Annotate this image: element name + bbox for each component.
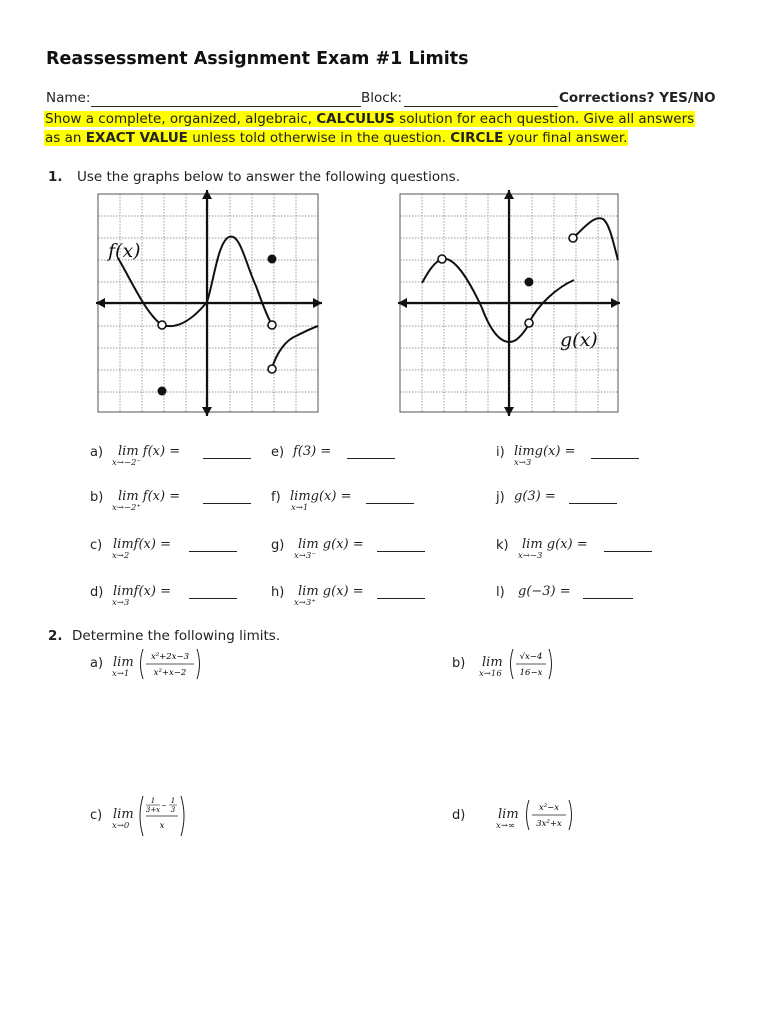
answer-blank[interactable] <box>203 446 251 459</box>
inner-numerator: 1 <box>170 797 176 805</box>
numerator: x²−x <box>538 803 560 813</box>
lim-function: g(x) = <box>310 489 352 504</box>
lim-subscript: x→3⁺ <box>294 598 316 608</box>
lim-text: lim <box>113 537 134 552</box>
answer-blank[interactable] <box>189 539 237 552</box>
part-label: b) <box>90 490 104 505</box>
fraction-2c <box>138 794 186 838</box>
part-label: j) <box>496 490 505 505</box>
question-number: 2. <box>48 628 63 644</box>
instr-text: solution for each question. Give all answers <box>394 111 695 127</box>
lim-function: f(x) = <box>133 584 171 599</box>
lim-subscript: x→∞ <box>496 821 515 831</box>
lim-text: lim <box>498 807 519 822</box>
lim-subscript: x→−2⁺ <box>112 503 141 513</box>
lim-subscript: x→0 <box>112 821 130 831</box>
lim-text: lim <box>118 489 139 504</box>
lim-subscript: x→2 <box>112 551 130 561</box>
part-label: c) <box>90 538 103 553</box>
inner-denominator: 3 <box>170 806 176 814</box>
lim-subscript: x→−3 <box>518 551 543 561</box>
lim-text: lim <box>118 444 139 459</box>
part-label: a) <box>90 656 104 671</box>
part-label: d) <box>452 808 466 823</box>
question-text: Determine the following limits. <box>72 628 281 644</box>
instr-text: Show a complete, organized, algebraic, <box>45 111 317 127</box>
answer-blank[interactable] <box>604 539 652 552</box>
lim-expr <box>118 444 180 459</box>
instr-bold: EXACT VALUE <box>85 130 188 146</box>
lim-expr <box>298 584 364 599</box>
lim-function: g(x) = <box>546 537 588 552</box>
lim-expr <box>290 489 351 504</box>
fraction-2d <box>524 798 574 832</box>
answer-blank[interactable] <box>377 539 425 552</box>
denominator: x²+x−2 <box>153 668 187 678</box>
answer-blank[interactable] <box>591 446 639 459</box>
value-expr: g(3) = <box>514 489 556 504</box>
inner-denominator: 3+x <box>145 806 161 814</box>
lim-expr <box>522 537 588 552</box>
graph-f-label: f(x) <box>108 240 141 262</box>
lim-text: lim <box>522 537 543 552</box>
lim-function: g(x) = <box>322 537 364 552</box>
lim-expr <box>118 489 180 504</box>
instr-bold: CIRCLE <box>450 130 504 146</box>
name-label: Name: <box>46 90 91 106</box>
lim-subscript: x→3 <box>112 598 130 608</box>
part-label: b) <box>452 656 466 671</box>
lim-subscript: x→16 <box>479 669 502 679</box>
answer-blank[interactable] <box>189 586 237 599</box>
answer-blank[interactable] <box>203 491 251 504</box>
part-label: i) <box>496 445 505 460</box>
lim-function: f(x) = <box>142 444 181 459</box>
lim-expr <box>514 444 575 459</box>
lim-function: g(x) = <box>534 444 576 459</box>
part-label: k) <box>496 538 509 553</box>
name-field[interactable] <box>91 90 361 107</box>
part-label: a) <box>90 445 104 460</box>
page-title: Reassessment Assignment Exam #1 Limits <box>46 49 469 69</box>
part-label: d) <box>90 585 104 600</box>
denominator: 16−x <box>519 668 543 678</box>
value-expr: f(3) = <box>293 444 332 459</box>
question-text: Use the graphs below to answer the following questions. <box>77 169 460 185</box>
lim-function: f(x) = <box>133 537 171 552</box>
answer-blank[interactable] <box>377 586 425 599</box>
lim-text: lim <box>113 584 134 599</box>
answer-blank[interactable] <box>347 446 395 459</box>
lim-text: lim <box>482 655 503 670</box>
graph-g-label: g(x) <box>560 329 598 351</box>
answer-blank[interactable] <box>366 491 414 504</box>
minus-sign: − <box>161 802 167 810</box>
instr-bold: CALCULUS <box>316 111 395 127</box>
graph-g <box>398 190 620 416</box>
block-field[interactable] <box>404 90 558 107</box>
part-label: l) <box>496 585 505 600</box>
lim-text: lim <box>514 444 535 459</box>
part-label: h) <box>271 585 285 600</box>
lim-text: lim <box>113 655 134 670</box>
value-expr: g(−3) = <box>518 584 571 599</box>
lim-text: lim <box>298 584 319 599</box>
block-label: Block: <box>361 90 403 106</box>
answer-blank[interactable] <box>569 491 617 504</box>
lim-function: g(x) = <box>322 584 364 599</box>
instr-text: unless told otherwise in the question. <box>187 130 451 146</box>
answer-blank[interactable] <box>583 586 633 599</box>
lim-text: lim <box>113 807 134 822</box>
lim-subscript: x→1 <box>291 503 309 513</box>
part-label: g) <box>271 538 285 553</box>
lim-subscript: x→1 <box>112 669 130 679</box>
part-label: e) <box>271 445 285 460</box>
lim-expr <box>298 537 364 552</box>
graph-f <box>96 190 322 416</box>
lim-function: f(x) = <box>142 489 181 504</box>
numerator: √x−4 <box>519 652 543 662</box>
corrections-label: Corrections? YES/NO <box>559 90 716 106</box>
lim-subscript: x→−2⁻ <box>112 458 141 468</box>
instructions <box>44 110 695 148</box>
numerator: x²+2x−3 <box>150 652 190 662</box>
denominator: 3x²+x <box>536 819 562 829</box>
fraction-2a <box>138 647 202 681</box>
part-label: f) <box>271 490 281 505</box>
lim-text: lim <box>290 489 311 504</box>
lim-subscript: x→3⁻ <box>294 551 316 561</box>
lim-expr <box>113 584 171 599</box>
lim-subscript: x→3 <box>514 458 532 468</box>
denominator: x <box>159 821 165 831</box>
inner-numerator: 1 <box>150 797 156 805</box>
lim-text: lim <box>298 537 319 552</box>
part-label: c) <box>90 808 103 823</box>
lim-expr <box>113 537 171 552</box>
question-number: 1. <box>48 169 63 185</box>
instr-text: your final answer. <box>503 130 628 146</box>
fraction-2b <box>508 647 554 681</box>
instr-text: as an <box>45 130 86 146</box>
